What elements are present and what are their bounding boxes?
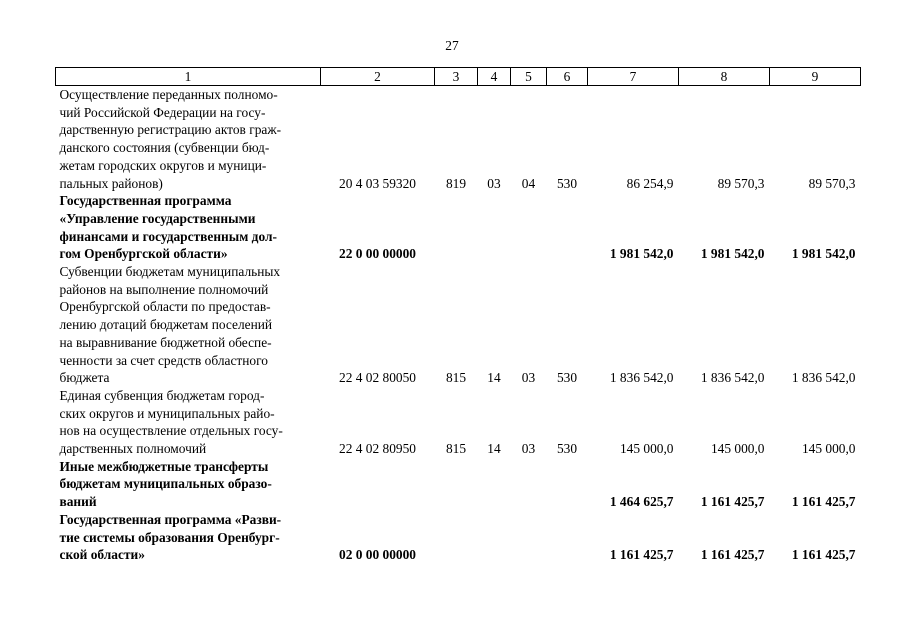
row-section <box>478 458 511 511</box>
row-amount-year-1: 145 000,0 <box>619 441 674 457</box>
row-amount-year-1: 86 254,9 <box>626 175 674 191</box>
row-name-line: гом Оренбургской области» <box>59 246 228 262</box>
row-name-line: пальных районов) <box>59 175 163 191</box>
row-name-line: жетам городских округов и муници- <box>59 157 267 173</box>
row-ministry-code: 815 <box>445 441 467 457</box>
row-name-line: «Управление государственными <box>59 210 256 226</box>
row-subsection: 04 <box>521 175 536 191</box>
row-name-line: дарственную регистрацию актов граж- <box>59 122 282 138</box>
row-ministry-code: 815 <box>445 370 467 386</box>
row-amount-year-2: 1 981 542,0 <box>700 246 765 262</box>
row-name-line: на выравнивание бюджетной обеспе- <box>59 334 272 350</box>
header-col-6: 6 <box>547 68 588 86</box>
row-subsection <box>511 511 547 564</box>
table-row <box>56 86 861 193</box>
row-code <box>321 458 435 511</box>
row-name <box>56 263 321 387</box>
table-row <box>56 263 861 387</box>
row-subsection <box>511 192 547 263</box>
row-subsection: 03 <box>521 441 536 457</box>
row-name-line: Государственная программа «Разви- <box>59 511 282 527</box>
row-name-line: ской области» <box>59 547 145 563</box>
row-subsection <box>511 458 547 511</box>
row-amount-year-3: 1 161 425,7 <box>791 494 856 510</box>
header-col-7: 7 <box>588 68 679 86</box>
row-name-line: Оренбургской области по предостав- <box>59 299 271 315</box>
row-name <box>56 458 321 511</box>
header-col-2: 2 <box>321 68 435 86</box>
row-amount-year-1: 1 981 542,0 <box>609 246 674 262</box>
row-name-line: нов на осуществление отдельных госу- <box>59 423 283 439</box>
row-name <box>56 511 321 564</box>
budget-table <box>55 67 861 564</box>
row-name-line: ских округов и муниципальных райо- <box>59 405 275 421</box>
table-row <box>56 192 861 263</box>
row-ministry-code: 819 <box>445 175 467 191</box>
row-amount-year-3: 145 000,0 <box>801 441 856 457</box>
row-section <box>478 511 511 564</box>
header-row <box>56 68 861 86</box>
row-subsection: 03 <box>521 370 536 386</box>
row-ministry-code <box>435 511 478 564</box>
row-name-line: бюджетам муниципальных образо- <box>59 476 272 492</box>
table-row <box>56 458 861 511</box>
row-expense-type: 530 <box>556 370 578 386</box>
header-col-5: 5 <box>511 68 547 86</box>
row-amount-year-2: 1 161 425,7 <box>700 547 765 563</box>
row-name-line: Субвенции бюджетам муниципальных <box>59 264 281 280</box>
row-section <box>478 192 511 263</box>
row-name <box>56 387 321 458</box>
row-name-line: финансами и государственным дол- <box>59 228 277 244</box>
row-expense-type <box>547 458 588 511</box>
row-amount-year-2: 1 836 542,0 <box>700 370 765 386</box>
header-col-3: 3 <box>435 68 478 86</box>
row-amount-year-3: 1 981 542,0 <box>791 246 856 262</box>
table-body <box>56 86 861 564</box>
row-name-line: бюджета <box>59 370 110 386</box>
row-ministry-code <box>435 458 478 511</box>
row-amount-year-3: 89 570,3 <box>808 175 856 191</box>
row-name-line: дарственных полномочий <box>59 441 207 457</box>
row-name-line: Осуществление переданных полномо- <box>59 87 278 102</box>
header-col-8: 8 <box>679 68 770 86</box>
row-code: 22 4 02 80950 <box>339 441 416 457</box>
row-code: 20 4 03 59320 <box>339 175 416 191</box>
row-name-line: лению дотаций бюджетам поселений <box>59 317 273 333</box>
row-expense-type: 530 <box>556 175 578 191</box>
row-name <box>56 192 321 263</box>
row-section: 14 <box>487 370 501 386</box>
row-name-line: Единая субвенция бюджетам город- <box>59 387 265 403</box>
row-code: 22 0 00 00000 <box>339 246 416 262</box>
header-col-4: 4 <box>478 68 511 86</box>
table-row <box>56 511 861 564</box>
row-name-line: ченности за счет средств областного <box>59 352 268 368</box>
page-number: 27 <box>445 38 459 53</box>
row-name-line: Государственная программа <box>59 193 232 209</box>
row-amount-year-2: 89 570,3 <box>717 175 765 191</box>
row-amount-year-1: 1 836 542,0 <box>609 370 674 386</box>
row-name-line: Иные межбюджетные трансферты <box>59 458 269 474</box>
row-amount-year-3: 1 161 425,7 <box>791 547 856 563</box>
row-amount-year-2: 1 161 425,7 <box>700 494 765 510</box>
row-section: 14 <box>487 441 501 457</box>
row-name <box>56 86 321 193</box>
row-expense-type: 530 <box>556 441 578 457</box>
row-section: 03 <box>487 175 501 191</box>
row-expense-type <box>547 511 588 564</box>
row-expense-type <box>547 192 588 263</box>
row-ministry-code <box>435 192 478 263</box>
row-name-line: районов на выполнение полномочий <box>59 281 269 297</box>
row-code: 22 4 02 80050 <box>339 370 416 386</box>
row-amount-year-1: 1 161 425,7 <box>609 547 674 563</box>
row-name-line: чий Российской Федерации на госу- <box>59 104 266 120</box>
row-code: 02 0 00 00000 <box>339 547 416 563</box>
header-col-1: 1 <box>56 68 321 86</box>
row-name-line: тие системы образования Оренбург- <box>59 529 280 545</box>
row-name-line: ваний <box>59 494 97 510</box>
row-amount-year-3: 1 836 542,0 <box>791 370 856 386</box>
header-col-9: 9 <box>770 68 861 86</box>
row-amount-year-1: 1 464 625,7 <box>609 494 674 510</box>
row-name-line: данского состояния (субвенции бюд- <box>59 140 270 156</box>
table-row <box>56 387 861 458</box>
row-amount-year-2: 145 000,0 <box>710 441 765 457</box>
